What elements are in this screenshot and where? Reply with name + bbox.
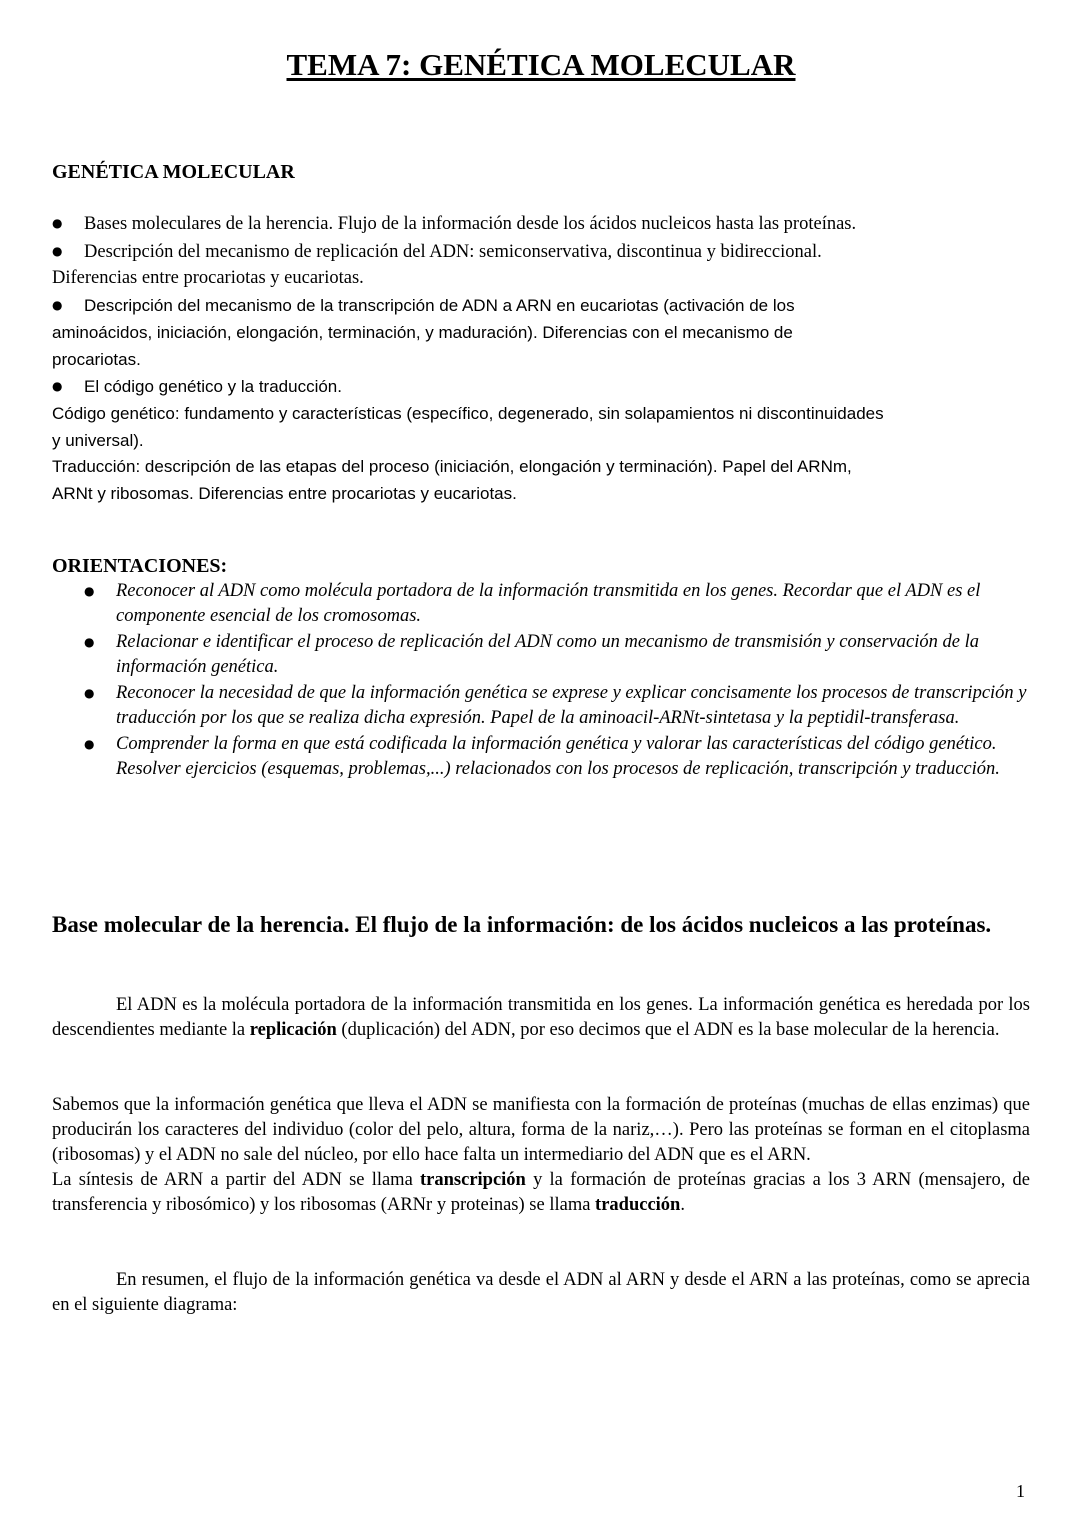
syllabus-line: procariotas.	[52, 349, 141, 369]
syllabus-line: ARNt y ribosomas. Diferencias entre procariotas y eucariotas.	[52, 484, 517, 504]
bold-term-traduccion: traducción	[595, 1195, 681, 1215]
paragraph-1: El ADN es la molécula portadora de la información transmitida en los genes. La información genética es heredada por los descendientes mediante la replicación (duplicación) del ADN, por eso decimos que el ADN es la base molecular de la herencia.	[52, 995, 1030, 1040]
bullet-icon: ●	[84, 635, 95, 649]
bullet-icon: ●	[52, 379, 63, 394]
document-title: TEMA 7: GENÉTICA MOLECULAR	[286, 47, 796, 82]
orientaciones-list	[52, 579, 1030, 783]
paragraph-2: Sabemos que la información genética que lleva el ADN se manifiesta con la formación de proteínas (muchas de ellas enzimas) que producirán los caracteres del individuo (color del pelo, altura, forma de la nariz,…). Pero las proteínas se forman en el citoplasma (ribosomas) y el ADN no sale del núcleo, por ello hace falta un intermediario del ADN que es el ARN. La síntesis de ARN a partir del ADN se llama transcripción y la formación de proteínas gracias a los 3 ARN (mensajero, de transferencia y ribosómico) y los ribosomas (ARNr y proteinas) se llama traducción.	[52, 1095, 1030, 1215]
list-item: ● Comprender la forma en que está codificada la información genética y valorar las características del código genético. Resolver ejercicios (esquemas, problemas,...) relacionados con los procesos de replicación, transcripción y traducción.	[84, 734, 1000, 779]
syllabus-line: Diferencias entre procariotas y eucariotas.	[52, 268, 364, 289]
list-item: ● Relacionar e identificar el proceso de replicación del ADN como un mecanismo de transmisión y conservación de la información genética.	[84, 632, 979, 677]
bullet-icon: ●	[84, 686, 95, 700]
syllabus-bullet-2: ● Descripción del mecanismo de replicación del ADN: semiconservativa, discontinua y bidireccional.	[52, 238, 1030, 266]
bold-term-replicacion: replicación	[249, 1020, 337, 1040]
list-item: ● Reconocer al ADN como molécula portadora de la información transmitida en los genes. Recordar que el ADN es el componente esencial de los cromosomas.	[84, 581, 981, 626]
syllabus-bullet-4: ● El código genético y la traducción.	[52, 373, 1030, 401]
bullet-icon: ●	[52, 298, 63, 313]
syllabus-line: y universal).	[52, 430, 144, 450]
syllabus-line: Código genético: fundamento y características (específico, degenerado, sin solapamientos ni discontinuidades	[52, 403, 884, 423]
bullet-icon: ●	[52, 243, 63, 258]
syllabus-line: aminoácidos, iniciación, elongación, terminación, y maduración). Diferencias con el mecanismo de	[52, 322, 793, 342]
bullet-icon: ●	[84, 584, 95, 598]
bold-term-transcripcion: transcripción	[420, 1170, 526, 1190]
syllabus-bullet-3: ● Descripción del mecanismo de la transcripción de ADN a ARN en eucariotas (activación de los	[52, 292, 1030, 320]
section-heading-orientaciones: ORIENTACIONES:	[52, 555, 228, 577]
section-heading-base-molecular: Base molecular de la herencia. El flujo de la información: de los ácidos nucleicos a las proteínas.	[52, 912, 992, 937]
section-heading-genetica-molecular: GENÉTICA MOLECULAR	[52, 161, 295, 183]
syllabus-block	[52, 210, 1030, 508]
syllabus-line: Traducción: descripción de las etapas del proceso (iniciación, elongación y terminación). Papel del ARNm,	[52, 457, 852, 477]
page-number: 1	[1016, 1481, 1025, 1501]
list-item: ● Reconocer la necesidad de que la información genética se exprese y explicar concisamente los procesos de transcripción y traducción por los que se realiza dicha expresión. Papel de la aminoacil-ARNt-sintetasa y la peptidil-transferasa.	[84, 683, 1027, 728]
paragraph-3: En resumen, el flujo de la información genética va desde el ADN al ARN y desde el ARN a las proteínas, como se aprecia en el siguiente diagrama:	[52, 1270, 1030, 1315]
syllabus-bullet-1: ● Bases moleculares de la herencia. Flujo de la información desde los ácidos nucleicos hasta las proteínas.	[52, 210, 1030, 238]
bullet-icon: ●	[52, 216, 63, 230]
bullet-icon: ●	[84, 737, 95, 751]
